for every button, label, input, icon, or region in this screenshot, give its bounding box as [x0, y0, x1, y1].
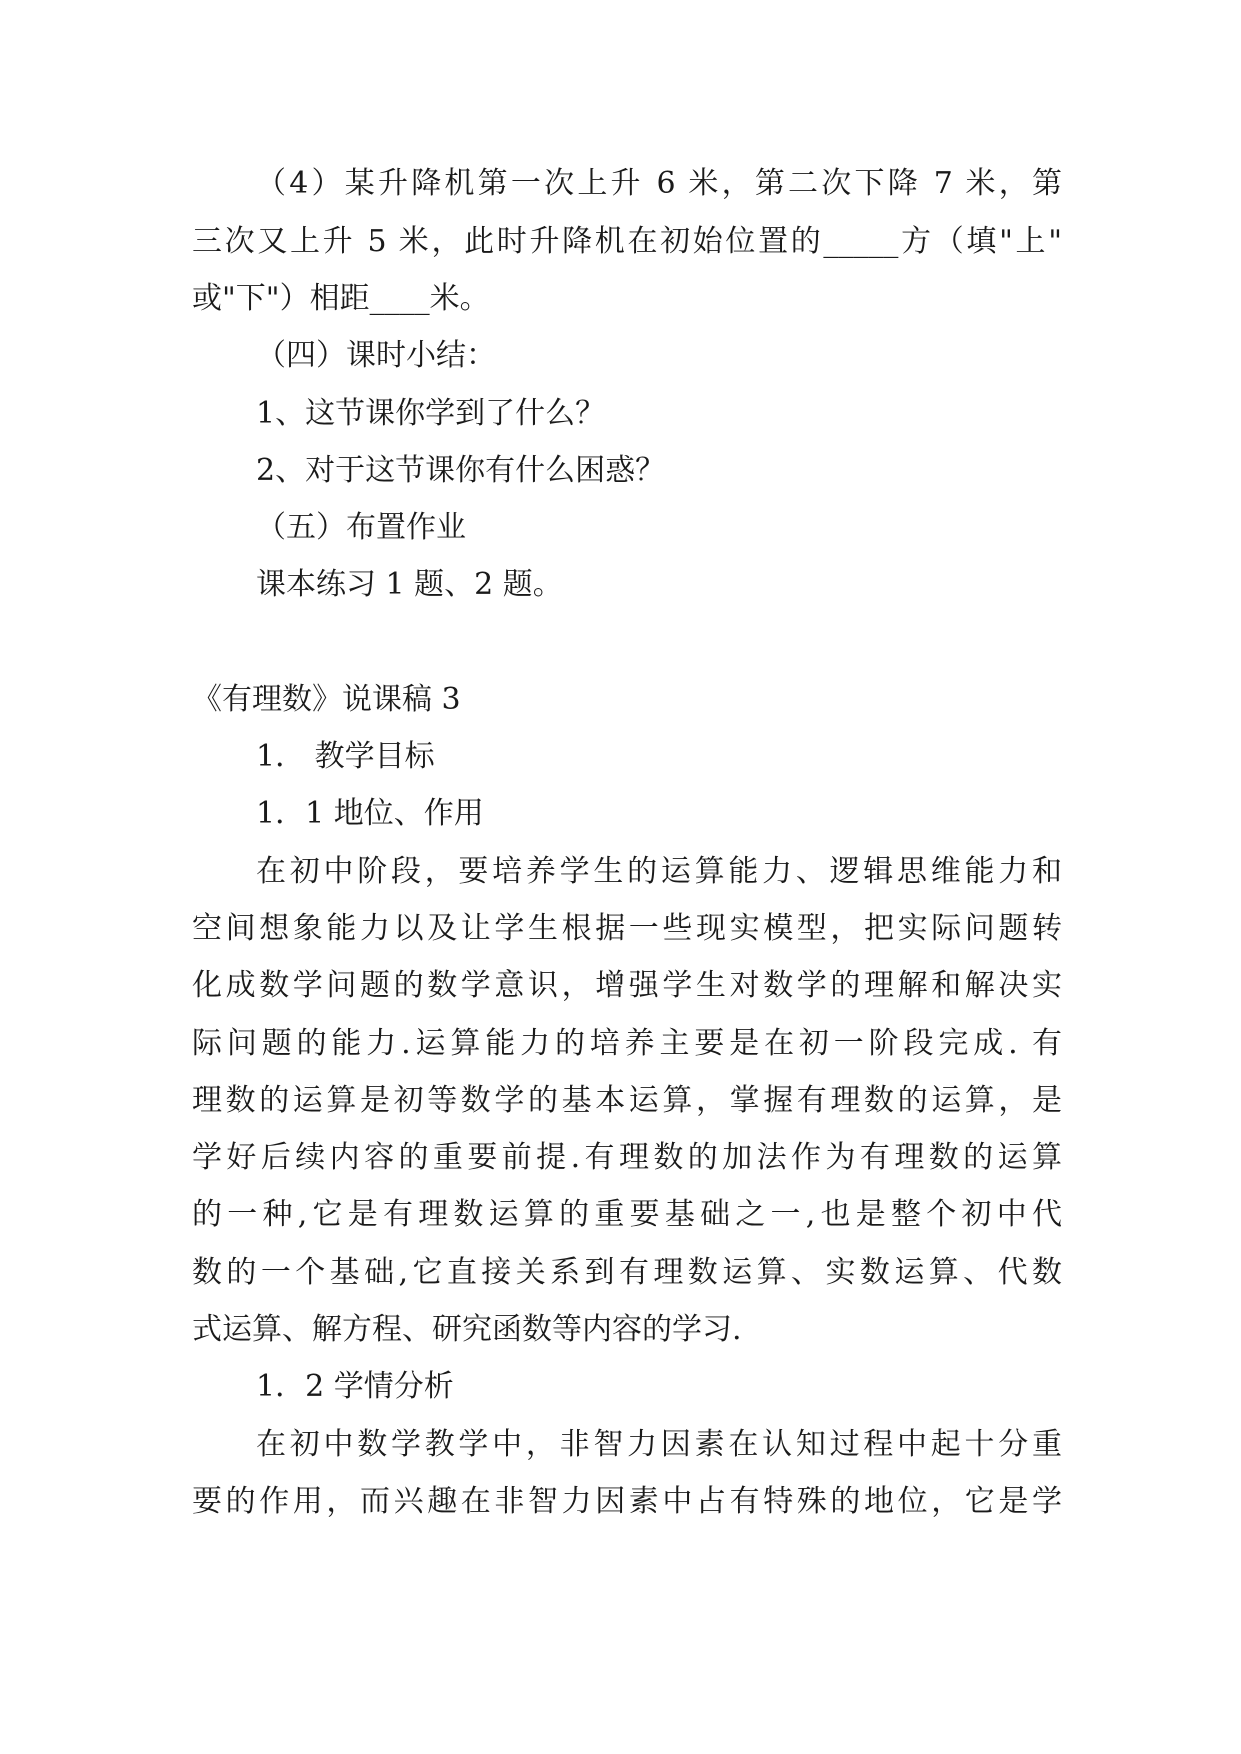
section-heading: 1． 教学目标 — [256, 739, 435, 774]
paragraph-line: 要的作用，而兴趣在非智力因素中占有特殊的地位，它是学 — [192, 1484, 1062, 1519]
paragraph-line: 在初中数学教学中，非智力因素在认知过程中起十分重 — [256, 1427, 1062, 1462]
list-item: 2、对于这节课你有什么困惑？ — [256, 453, 666, 488]
paragraph-line: 三次又上升 5 米，此时升降机在初始位置的_____方（填"上" — [192, 224, 1062, 259]
paragraph-line: 数的一个基础,它直接关系到有理数运算、实数运算、代数 — [192, 1255, 1062, 1290]
paragraph-line: （4）某升降机第一次上升 6 米，第二次下降 7 米，第 — [256, 166, 1062, 201]
document-title: 《有理数》说课稿 3 — [192, 682, 461, 717]
paragraph-line: 在初中阶段，要培养学生的运算能力、逻辑思维能力和 — [256, 854, 1062, 889]
paragraph-line: 或"下"）相距____米。 — [192, 281, 490, 316]
section-heading: （五）布置作业 — [256, 510, 466, 545]
paragraph-line: 化成数学问题的数学意识，增强学生对数学的理解和解决实 — [192, 968, 1062, 1003]
section-heading: （四）课时小结： — [256, 338, 496, 373]
subsection-heading: 1．2 学情分析 — [256, 1369, 454, 1404]
paragraph-line: 的一种,它是有理数运算的重要基础之一,也是整个初中代 — [192, 1197, 1062, 1232]
paragraph-line: 理数的运算是初等数学的基本运算，掌握有理数的运算，是 — [192, 1083, 1062, 1118]
subsection-heading: 1．1 地位、作用 — [256, 796, 484, 831]
paragraph-line: 式运算、解方程、研究函数等内容的学习. — [192, 1312, 742, 1347]
paragraph-line: 课本练习 1 题、2 题。 — [256, 567, 563, 602]
paragraph-line: 空间想象能力以及让学生根据一些现实模型，把实际问题转 — [192, 911, 1062, 946]
paragraph-line: 际问题的能力.运算能力的培养主要是在初一阶段完成. 有 — [192, 1026, 1062, 1061]
list-item: 1、这节课你学到了什么？ — [256, 396, 606, 431]
paragraph-line: 学好后续内容的重要前提.有理数的加法作为有理数的运算 — [192, 1140, 1062, 1175]
